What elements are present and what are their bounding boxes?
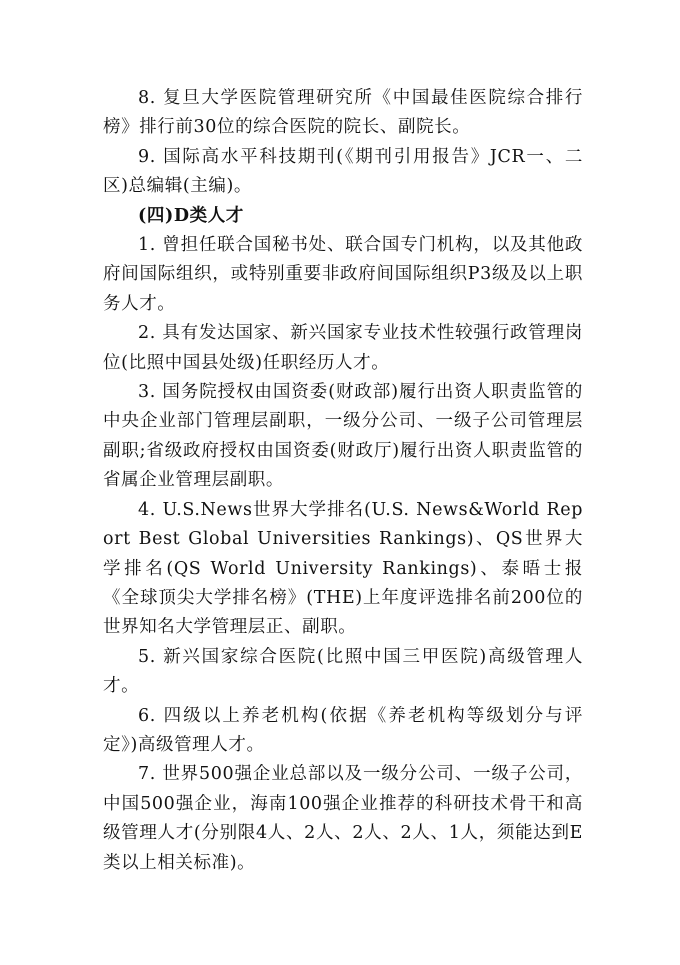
paragraph-item-9: 9. 国际高水平科技期刊(《期刊引用报告》JCR一、二区)总编辑(主编)。	[103, 146, 583, 197]
list-item-4: 4. U.S.News世界大学排名(U.S. News&World Report Best Global Universities Rankings)、QS世界大学排名(QS World University Rankings)、泰晤士报《全球顶尖大学排名榜》(THE)上年度评选排名前200位的世界知名大学管理层正、副职。	[103, 499, 583, 638]
list-item-5: 5. 新兴国家综合医院(比照中国三甲医院)高级管理人才。	[103, 646, 583, 697]
list-item-3: 3. 国务院授权由国资委(财政部)履行出资人职责监管的中央企业部门管理层副职，一级分公司、一级子公司管理层副职;省级政府授权由国资委(财政厅)履行出资人职责监管的省属企业管理层副职。	[103, 382, 583, 491]
document-page	[103, 84, 583, 878]
list-item-1: 1. 曾担任联合国秘书处、联合国专门机构，以及其他政府间国际组织，或特别重要非政府间国际组织P3级及以上职务人才。	[103, 235, 583, 314]
paragraph-item-8: 8. 复旦大学医院管理研究所《中国最佳医院综合排行榜》排行前30位的综合医院的院长、副院长。	[103, 88, 583, 138]
section-heading-d-talent: (四)D类人才	[138, 205, 244, 226]
list-item-2: 2. 具有发达国家、新兴国家专业技术性较强行政管理岗位(比照中国县处级)任职经历人才。	[103, 323, 583, 373]
list-item-6: 6. 四级以上养老机构(依据《养老机构等级划分与评定》)高级管理人才。	[103, 705, 583, 755]
list-item-7: 7. 世界500强企业总部以及一级分公司、一级子公司，中国500强企业，海南100强企业推荐的科研技术骨干和高级管理人才(分别限4人、2人、2人、2人、1人，须能达到E类以上相关标准)。	[103, 764, 583, 873]
